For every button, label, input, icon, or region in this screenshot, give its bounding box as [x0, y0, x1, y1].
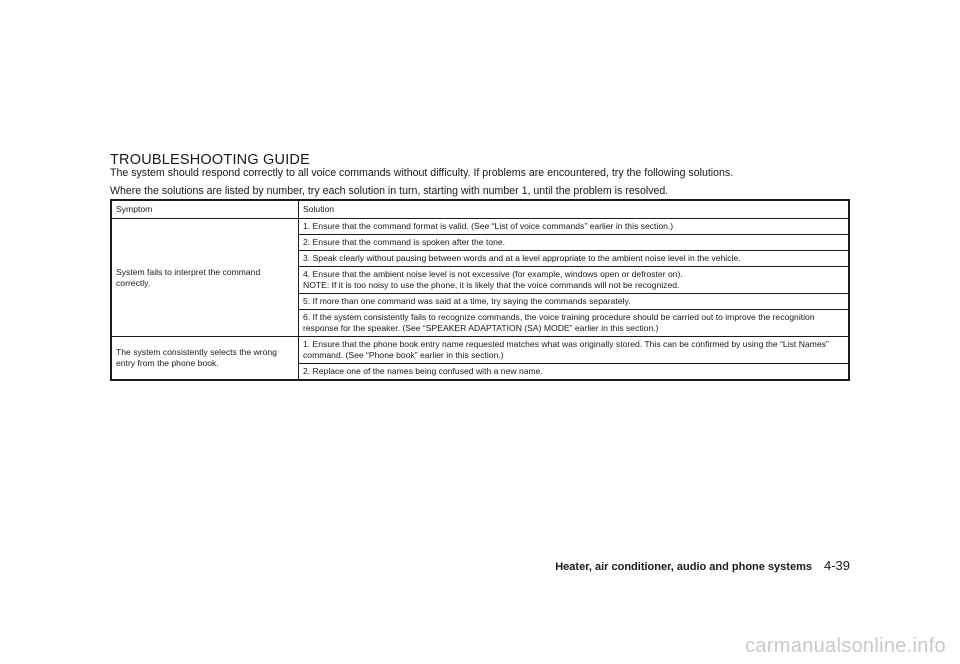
page-footer — [555, 558, 850, 573]
solution-cell: 2. Ensure that the command is spoken after the tone. — [299, 235, 850, 251]
column-header-solution: Solution — [299, 200, 850, 219]
watermark: carmanualsonline.info — [745, 635, 946, 657]
page-title: TROUBLESHOOTING GUIDE — [110, 151, 310, 168]
solution-cell: 6. If the system consistently fails to recognize commands, the voice training procedure should be carried out to improve the recognition response for the speaker. (See “SPEAKER ADAPTATION (SA) MODE” earlier in this section.) — [299, 310, 850, 337]
page-number: 4-39 — [823, 558, 850, 573]
column-header-symptom: Symptom — [111, 200, 299, 219]
intro-line-2: Where the solutions are listed by number, try each solution in turn, starting with number 1, until the problem is resolved. — [110, 185, 669, 197]
symptom-cell: System fails to interpret the command correctly. — [111, 219, 299, 337]
footer-section-title: Heater, air conditioner, audio and phone systems — [555, 561, 812, 573]
intro-text — [110, 164, 855, 200]
solution-cell: 5. If more than one command was said at a time, try saying the commands separately. — [299, 294, 850, 310]
solution-cell: 3. Speak clearly without pausing between words and at a level appropriate to the ambient noise level in the vehicle. — [299, 251, 850, 267]
solution-cell: 1. Ensure that the phone book entry name requested matches what was originally stored. This can be confirmed by using the “List Names” command. (See “Phone book” earlier in this section.) — [299, 337, 850, 364]
solution-note: NOTE: If it is too noisy to use the phone, it is likely that the voice commands will not be recognized. — [303, 280, 680, 290]
table-header-row — [111, 200, 849, 219]
table-row — [111, 337, 849, 364]
table-row — [111, 219, 849, 235]
intro-line-1: The system should respond correctly to all voice commands without difficulty. If problems are encountered, try the following solutions. — [110, 167, 734, 179]
solution-text: 4. Ensure that the ambient noise level is not excessive (for example, windows open or defroster on). — [303, 269, 683, 279]
solution-cell: 2. Replace one of the names being confused with a new name. — [299, 364, 850, 381]
symptom-cell: The system consistently selects the wrong entry from the phone book. — [111, 337, 299, 381]
troubleshooting-table — [110, 199, 850, 381]
solution-cell — [299, 267, 850, 294]
solution-cell: 1. Ensure that the command format is valid. (See “List of voice commands” earlier in this section.) — [299, 219, 850, 235]
